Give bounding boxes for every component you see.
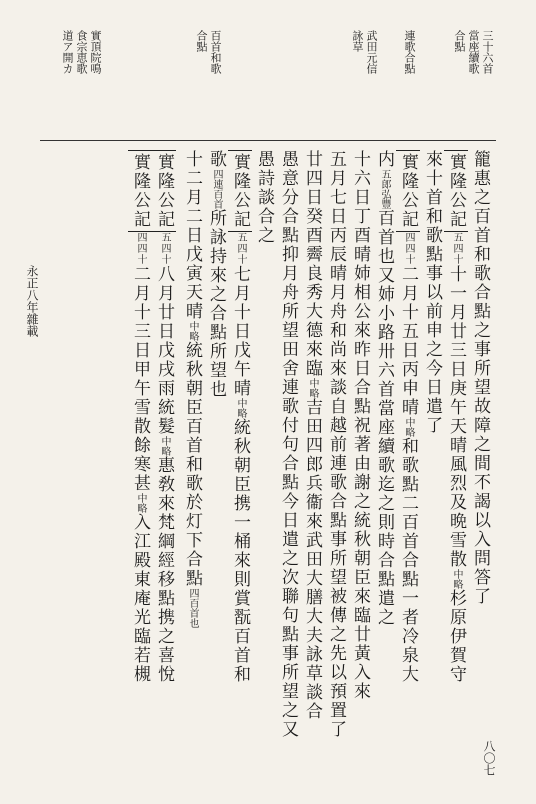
text-column <box>252 150 276 245</box>
column-text: 惠敎來梵綱經移點携之喜悅 <box>154 456 174 684</box>
section-tag: 五四十 <box>451 232 462 265</box>
column-note: 四連百首 <box>211 169 222 209</box>
section-heading: 實隆公記 <box>444 150 468 232</box>
column-note: 中略 <box>135 493 146 513</box>
section-tag: 四四十 <box>135 232 146 265</box>
section-heading: 實隆公記 <box>396 150 420 232</box>
column-text: 愚詩談合之 <box>254 150 274 245</box>
header-note: 三十六首 <box>481 30 494 74</box>
column-text: 二月十五日丙申晴 <box>398 265 418 417</box>
text-column <box>152 150 176 684</box>
header-notes <box>40 30 496 140</box>
column-note: 五郎弘豐 <box>379 169 390 209</box>
section-tag: 四四十 <box>403 232 414 265</box>
header-note: 合點 <box>453 30 466 52</box>
column-text: 愚意分合點抑月舟所望田舍連歌付句合點今日遣之次聯句點事所望之又 <box>278 150 298 739</box>
header-note: 武田元信 <box>365 30 378 74</box>
text-column <box>396 150 420 684</box>
header-note: 食宗恵歌 <box>75 30 88 74</box>
column-text: 統秋朝臣携一桶來則賞翫百首和 <box>230 418 250 684</box>
header-note: 當座續歌 <box>467 30 480 74</box>
column-text: 所詠持來之合點所望也 <box>206 209 226 399</box>
text-column <box>468 150 492 606</box>
header-rule <box>40 140 496 141</box>
column-text: 來十首和歌點事以前申之今日遣了 <box>422 150 442 435</box>
text-column <box>204 150 228 399</box>
column-text: 百首也又姉小路卅六首當座續歌迄之則時合點遣之 <box>374 209 394 627</box>
header-note: 實頂院鳴 <box>89 30 102 74</box>
text-column <box>300 150 324 721</box>
text-column <box>128 150 152 684</box>
column-note: 中略 <box>307 378 318 398</box>
column-text: 八月廿日戊戌雨統髮 <box>154 265 174 436</box>
text-column <box>420 150 444 435</box>
section-tag: 五四十 <box>235 232 246 265</box>
column-text: 十一月廿三日庚午天晴風烈及晩雪散 <box>446 265 466 569</box>
header-note: 道ア開カ <box>61 30 74 74</box>
column-text: 統秋朝臣百首和歌於灯下合點 <box>182 341 202 588</box>
column-text: 二月十三日甲午雪散餘寒甚 <box>130 265 150 493</box>
column-note: 中略 <box>159 436 170 456</box>
section-heading: 實隆公記 <box>128 150 152 232</box>
column-note: 中略 <box>403 417 414 437</box>
column-text: 吉田四郎兵衞來武田大膳大夫詠草談合 <box>302 398 322 721</box>
column-note: 中略 <box>235 398 246 418</box>
header-note: 百首和歌 <box>209 30 222 74</box>
section-heading: 實隆公記 <box>152 150 176 232</box>
main-text <box>40 150 496 764</box>
column-text: 五月七日丙辰晴月舟和尚來談自越前連歌合點事所望被傳之先以預置了 <box>326 150 346 739</box>
column-text: 十六日丁酉晴姉相公來昨日合點祝著由謝之統秋朝臣來臨廿黃入來 <box>350 150 370 701</box>
text-column <box>180 150 204 628</box>
column-text: 籠惠之百首和歌合點之事所望故障之間不謁以入問答了 <box>470 150 490 606</box>
running-title: 永正八年雜載 <box>25 265 39 337</box>
column-text: 廿四日癸酉霽良秀大德來臨 <box>302 150 322 378</box>
column-text: 七月十日戊午晴 <box>230 265 250 398</box>
page-number: 八〇七 <box>482 740 496 776</box>
column-text: 十二月二日戊寅天晴 <box>182 150 202 321</box>
text-column <box>444 150 468 684</box>
column-note: 中略 <box>451 569 462 589</box>
column-text: 入江殿東庵光臨若槻 <box>130 513 150 684</box>
section-tag: 五四十 <box>159 232 170 265</box>
header-note: 合點 <box>195 30 208 52</box>
header-note: 連歌合點 <box>403 30 416 74</box>
column-note: 中略 <box>187 321 198 341</box>
column-text: 歌 <box>206 150 226 169</box>
column-note: 四百首也 <box>187 588 198 628</box>
text-column <box>276 150 300 739</box>
text-column <box>372 150 396 627</box>
text-column <box>228 150 252 684</box>
text-column <box>324 150 348 739</box>
header-note: 詠草 <box>351 30 364 52</box>
column-text: 和歌點二百首合點一者冷泉大 <box>398 437 418 684</box>
text-column <box>348 150 372 701</box>
section-heading: 實隆公記 <box>228 150 252 232</box>
column-text: 内 <box>374 150 394 169</box>
column-text: 杉原伊賀守 <box>446 589 466 684</box>
